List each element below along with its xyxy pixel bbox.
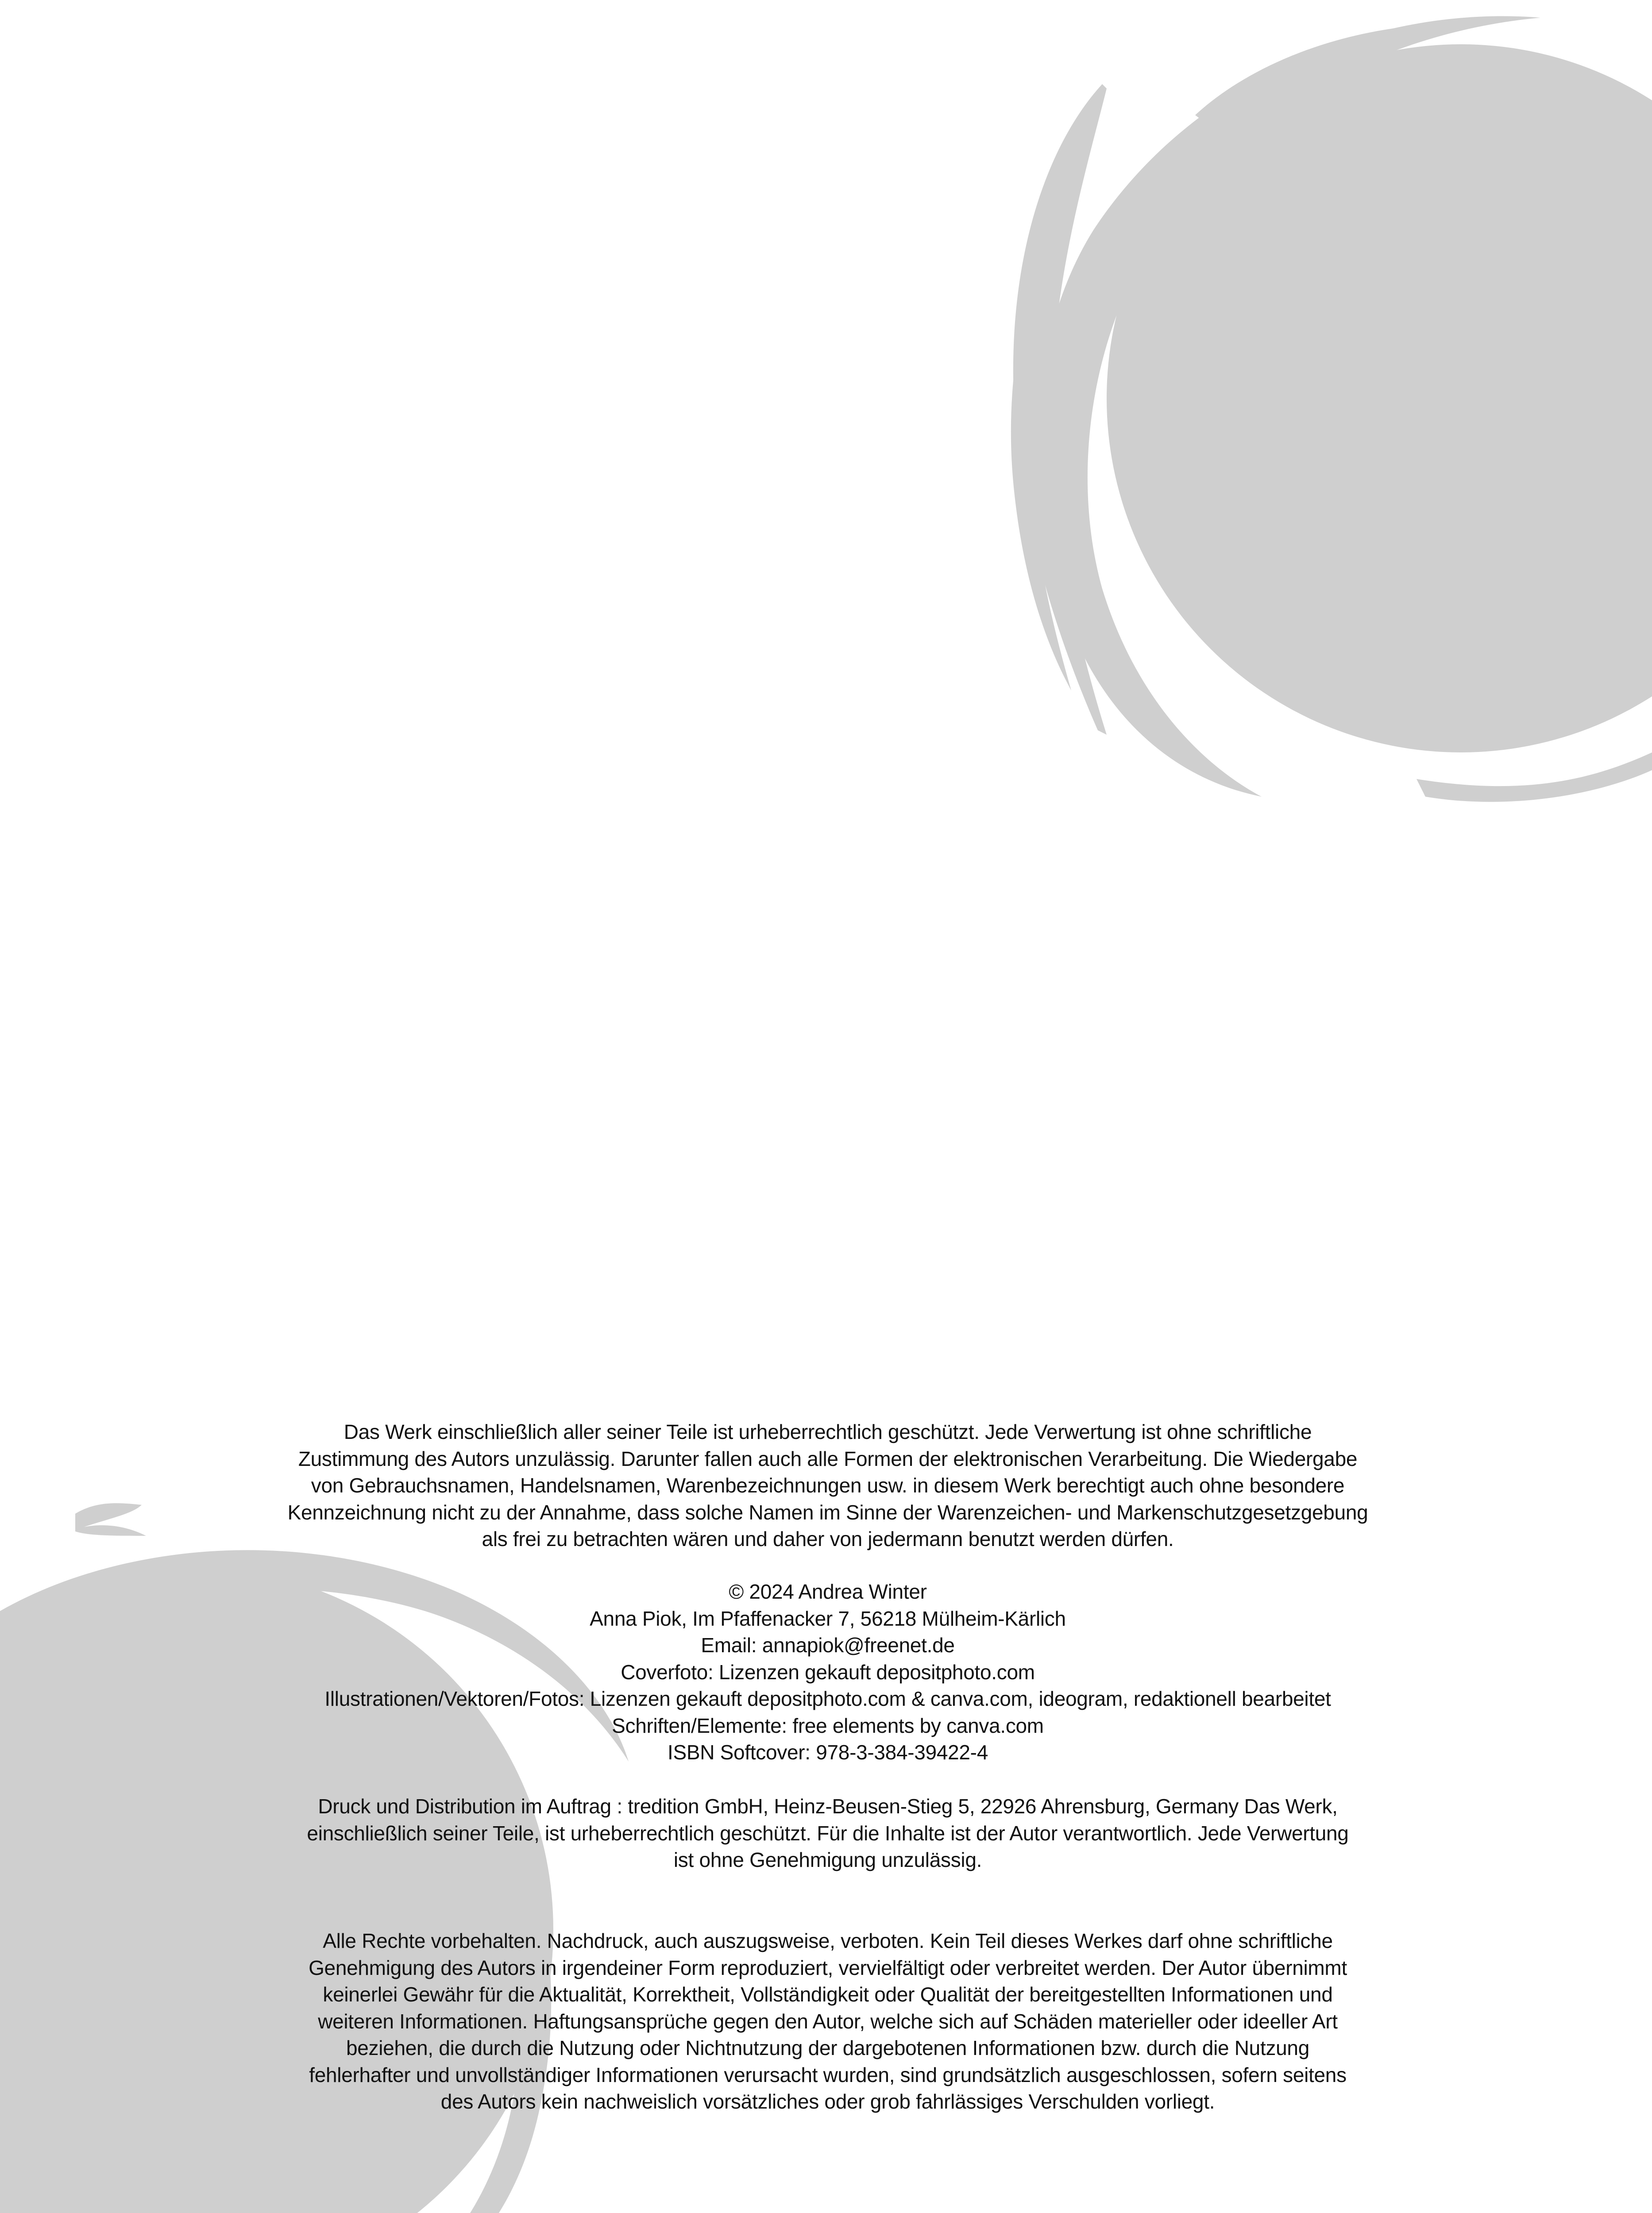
rights-reserved-line: des Autors kein nachweislich vorsätzliches oder grob fahrlässiges Verschulden vorliegt. — [440, 2090, 1215, 2113]
rights-reserved-line: Alle Rechte vorbehalten. Nachdruck, auch auszugsweise, verboten. Kein Teil dieses Werkes darf ohne schriftliche — [323, 1929, 1333, 1952]
copyright-notice-line: Kennzeichnung nicht zu der Annahme, dass solche Namen im Sinne der Warenzeichen- und Markenschutzgesetzgebung — [287, 1500, 1368, 1524]
top-right-brush-circle — [1011, 16, 1652, 802]
copyright-notice-line: von Gebrauchsnamen, Handelsnamen, Warenbezeichnungen usw. in diesem Werk berechtigt auch ohne besondere — [311, 1474, 1345, 1497]
rights-reserved-line: fehlerhafter und unvollständiger Informationen verursacht wurden, sind grundsätzlich ausgeschlossen, sofern seitens — [309, 2063, 1347, 2086]
imprint-address: Anna Piok, Im Pfaffenacker 7, 56218 Mülheim-Kärlich — [590, 1607, 1066, 1630]
rights-reserved-line: Genehmigung des Autors in irgendeiner Form reproduziert, vervielfältigt oder verbreitet werden. Der Autor übernimmt — [309, 1956, 1347, 1979]
print-distribution-line: einschließlich seiner Teile, ist urheberrechtlich geschützt. Für die Inhalte ist der Autor verantwortlich. Jede Verwertung — [307, 1821, 1349, 1845]
rights-reserved-line: weiteren Informationen. Haftungsansprüche gegen den Autor, welche sich auf Schäden materieller oder ideeller Art — [318, 2009, 1338, 2033]
copyright-notice-line: als frei zu betrachten wären und daher von jedermann benutzt werden dürfen. — [482, 1527, 1174, 1550]
imprint — [248, 1578, 1408, 1766]
imprint-copyright: © 2024 Andrea Winter — [729, 1580, 927, 1603]
print-distribution — [248, 1793, 1408, 1874]
copyright-notice — [248, 1419, 1408, 1553]
imprint-isbn: ISBN Softcover: 978-3-384-39422-4 — [668, 1741, 988, 1764]
imprint-illustrations: Illustrationen/Vektoren/Fotos: Lizenzen gekauft depositphoto.com & canva.com, ideogram, redaktionell bearbeitet — [324, 1687, 1331, 1710]
rights-reserved-line: beziehen, die durch die Nutzung oder Nichtnutzung der dargebotenen Informationen bzw. durch die Nutzung — [346, 2036, 1309, 2059]
imprint-cover-photo: Coverfoto: Lizenzen gekauft depositphoto.com — [621, 1660, 1035, 1684]
print-distribution-line: Druck und Distribution im Auftrag : tredition GmbH, Heinz-Beusen-Stieg 5, 22926 Ahrensburg, Germany Das Werk, — [318, 1795, 1338, 1818]
rights-reserved-line: keinerlei Gewähr für die Aktualität, Korrektheit, Vollständigkeit oder Qualität der bereitgestellten Informationen und — [323, 1983, 1333, 2006]
imprint-email: Email: annapiok@freenet.de — [701, 1634, 955, 1657]
rights-reserved — [248, 1928, 1408, 2115]
print-distribution-line: ist ohne Genehmigung unzulässig. — [673, 1848, 982, 1871]
copyright-notice-line: Zustimmung des Autors unzulässig. Darunter fallen auch alle Formen der elektronischen Verarbeitung. Die Wiedergabe — [298, 1447, 1358, 1470]
imprint-fonts: Schriften/Elemente: free elements by canva.com — [612, 1714, 1044, 1737]
copyright-notice-line: Das Werk einschließlich aller seiner Teile ist urheberrechtlich geschützt. Jede Verwertung ist ohne schriftliche — [344, 1420, 1312, 1443]
